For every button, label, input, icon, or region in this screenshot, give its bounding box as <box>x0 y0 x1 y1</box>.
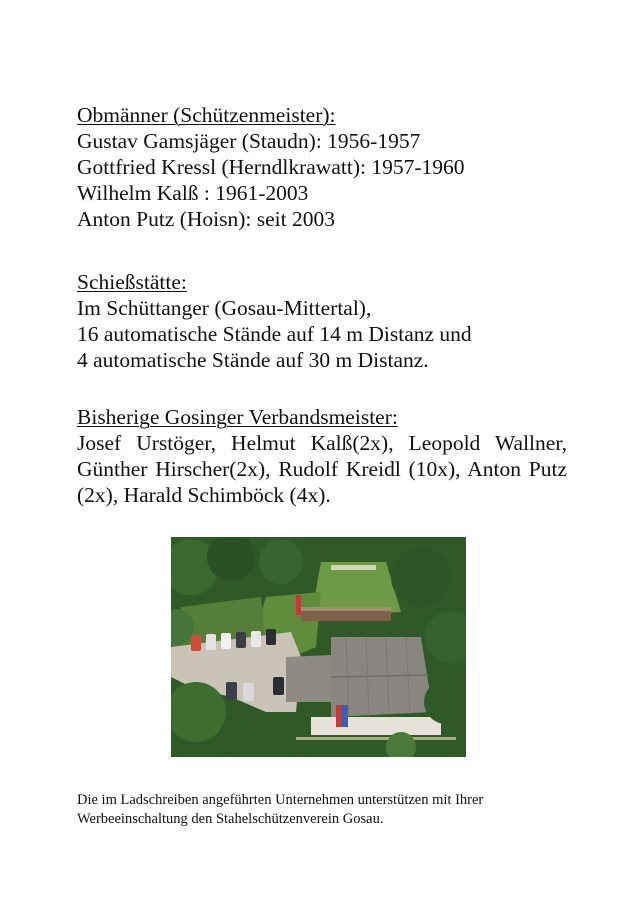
range-line: Im Schüttanger (Gosau-Mittertal), <box>77 296 372 320</box>
officials-line: Gottfried Kressl (Herndlkrawatt): 1957-1960 <box>77 155 465 179</box>
officials-heading: Obmänner (Schützenmeister): <box>77 103 336 127</box>
footer-note: Die im Ladschreiben angeführten Unternehmen unterstützen mit Ihrer Werbeeinschaltung den Stahelschützenverein Gosau. <box>77 792 484 827</box>
champions-heading: Bisherige Gosinger Verbandsmeister: <box>77 405 398 429</box>
range-heading: Schießstätte: <box>77 270 187 294</box>
range-section <box>77 269 567 373</box>
champions-text: Josef Urstöger, Helmut Kalß(2x), Leopold Wallner, Günther Hirscher(2x), Rudolf Kreidl (10x), Anton Putz (2x), Harald Schimböck (4x). <box>77 431 567 507</box>
officials-line: Gustav Gamsjäger (Staudn): 1956-1957 <box>77 129 421 153</box>
range-line: 4 automatische Stände auf 30 m Distanz. <box>77 348 429 372</box>
aerial-photo <box>171 537 466 757</box>
officials-section <box>77 102 567 232</box>
aerial-photo-shooting-range-icon <box>171 537 466 757</box>
officials-line: Wilhelm Kalß : 1961-2003 <box>77 181 309 205</box>
officials-line: Anton Putz (Hoisn): seit 2003 <box>77 207 335 231</box>
champions-section <box>77 404 567 508</box>
range-line: 16 automatische Stände auf 14 m Distanz und <box>77 322 472 346</box>
